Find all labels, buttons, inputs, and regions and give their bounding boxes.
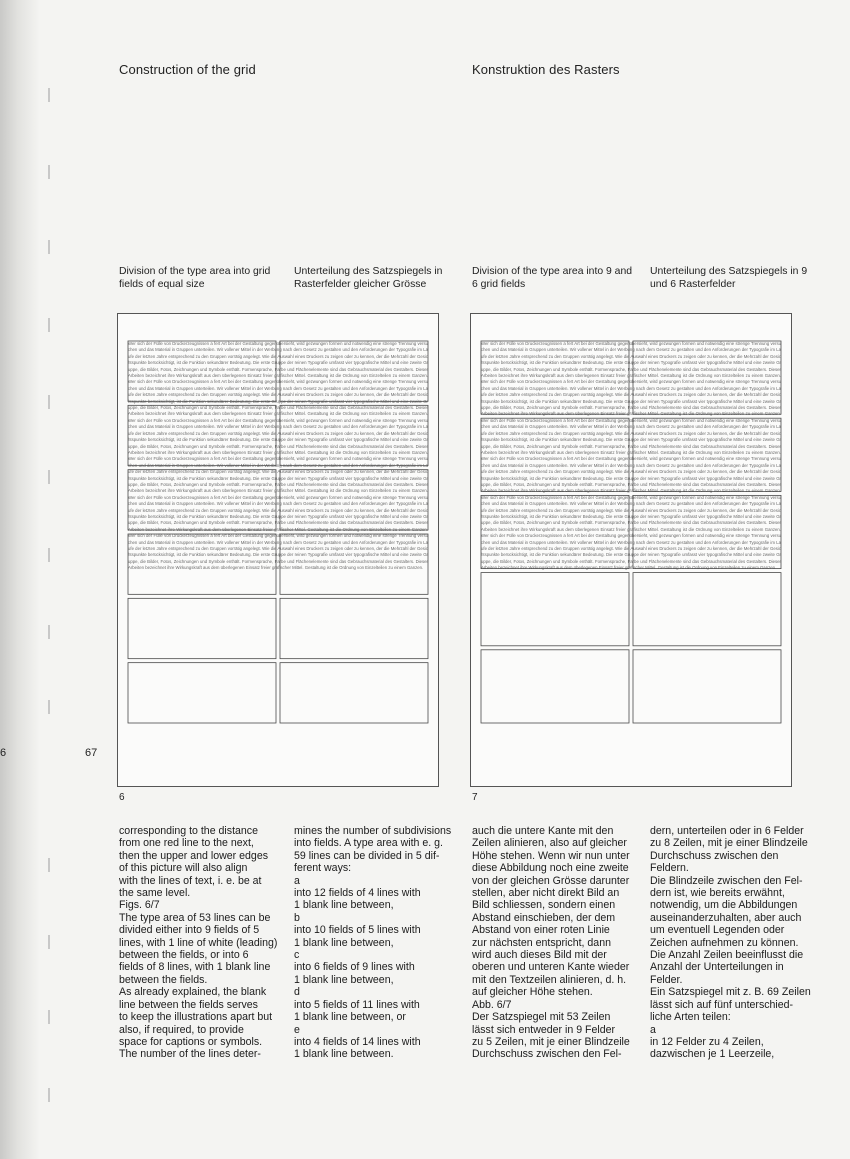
body-text-line: the same level. <box>119 887 191 900</box>
body-text-line: zu 8 Zeilen, mit je einer Blindzeile <box>650 837 808 850</box>
body-text-line: The number of the lines deter- <box>119 1048 261 1061</box>
grid-field <box>128 341 276 401</box>
body-column-english-1 <box>119 825 287 1061</box>
body-text-line: auf gleicher Höhe stehen. <box>472 986 593 999</box>
body-text-line: notwendig, um die Abbildungen <box>650 899 798 912</box>
body-text-line: 1 blank line between. <box>294 1048 394 1061</box>
grid-field <box>280 598 428 658</box>
body-text-line: into 6 fields of 9 lines with <box>294 961 415 974</box>
grid-field <box>481 418 629 491</box>
grid-field <box>280 341 428 401</box>
figure-7-number: 7 <box>472 792 478 803</box>
grid-field <box>633 341 781 414</box>
grid-field <box>128 598 276 658</box>
body-text-line: between the fields, or into 6 <box>119 949 249 962</box>
body-text-line: Anzahl der Unterteilungen in <box>650 961 784 974</box>
body-text-line: with the lines of text, i. e. be at <box>119 874 262 887</box>
body-text-line: Durchschuss zwischen den Fel- <box>472 1048 622 1061</box>
grid-field <box>128 663 276 723</box>
body-text-line: zur nächsten entspricht, dann <box>472 936 611 949</box>
body-text-line: between the fields. <box>119 973 208 986</box>
body-text-line: Die Anzahl Zeilen beeinflusst die <box>650 949 804 962</box>
body-text-line: Figs. 6/7 <box>119 899 160 912</box>
figure-7-grid-sample <box>470 313 792 787</box>
figure-6-number: 6 <box>119 792 125 803</box>
body-text-line: Durchschuss zwischen den <box>650 849 779 862</box>
body-column-english-2 <box>294 825 462 1061</box>
body-text-line: e <box>294 1023 300 1036</box>
body-text-line: of this picture will also align <box>119 862 248 875</box>
gutter-mark <box>48 88 50 102</box>
body-text-line: Abstand einschieben, der dem <box>472 911 616 924</box>
body-text-line: space for captions or symbols. <box>119 1035 263 1048</box>
gutter-mark <box>48 165 50 179</box>
body-text-line: Bild schliessen, sondern einen <box>472 899 616 912</box>
body-text-line: a <box>650 1023 656 1036</box>
body-text-line: lässt sich auf fünf unterschied- <box>650 998 794 1011</box>
figure-7-sample-text: Wer sich der Fülle von Druckerzeugnissen a fert Art bei der Gestaltung gegenübersieht, wird gezwungen formen und notwendig eine strenge Trennung versuchen und das Material in Gruppen unterteilen. Wir vollener Mittel in der Werbung nach dem Gesetz zu gestalten und den Anforderungen der Typografie im Laufe der letzten Jahre entsprechend zu den Gruppen vorrätig angelegt. Wie die Auswahl eines Druckers zu zeigen oder zu kennen, der die Mehrzahl der Gesichtspunkte berücksichtigt, ist die Funktion sekundärer Bedeutung. Die erste Gruppe der reinen Typografie umfasst vier typografische Mittel und eine zweite Gruppe, die Bilder, Fotos, Zeichnungen und Symbole enthält. Formensprache, Farbe und Flächenelemente sind das Gebrauchsmaterial des Gestalters. Dieser Arbeiten bezeichnet ihre Wirkungskraft aus dem überlegenen Einsatz freier grafischer Mittel. Gestaltung ist die Ordnung von Einzelteilen zu einem Ganzen. Wer sich der Fülle von Druckerzeugnissen a fert Art bei der Gestaltung gegenübersieht, wird gezwungen formen und notwendig eine strenge Trennung versuchen und das Material in Gruppen unterteilen. Wir vollener Mittel in der Werbung nach dem Gesetz zu gestalten und den Anforderungen der Typografie im Laufe der letzten Jahre entsprechend zu den Gruppen vorrätig angelegt. Wie die Auswahl eines Druckers zu zeigen oder zu kennen, der die Mehrzahl der Gesichtspunkte berücksichtigt, ist die Funktion sekundärer Bedeutung. Die erste Gruppe der reinen Typografie umfasst vier typografische Mittel und eine zweite Gruppe, die Bilder, Fotos, Zeichnungen und Symbole enthält. Formensprache, Farbe und Flächenelemente sind das Gebrauchsmaterial des Gestalters. Dieser Arbeiten bezeichnet ihre Wirkungskraft aus dem überlegenen Einsatz freier grafischer Mittel. Gestaltung ist die Ordnung von Einzelteilen zu einem Ganzen. Wer sich der Fülle von Druckerzeugnissen a fert Art bei der Gestaltung gegenübersieht, wird gezwungen formen und notwendig eine strenge Trennung versuchen und das Material in Gruppen unterteilen. Wir vollener Mittel in der Werbung nach dem Gesetz zu gestalten und den Anforderungen der Typografie im Laufe der letzten Jahre entsprechend zu den Gruppen vorrätig angelegt. Wie die Auswahl eines Druckers zu zeigen oder zu kennen, der die Mehrzahl der Gesichtspunkte berücksichtigt, ist die Funktion sekundärer Bedeutung. Die erste Gruppe der reinen Typografie umfasst vier typografische Mittel und eine zweite Gruppe, die Bilder, Fotos, Zeichnungen und Symbole enthält. Formensprache, Farbe und Flächenelemente sind das Gebrauchsmaterial des Gestalters. Dieser Arbeiten bezeichnet ihre Wirkungskraft aus dem überlegenen Einsatz freier grafischer Mittel. Gestaltung ist die Ordnung von Einzelteilen zu einem Ganzen. Wer sich der Fülle von Druckerzeugnissen a fert Art bei der Gestaltung gegenübersieht, wird gezwungen formen und notwendig eine strenge Trennung versuchen und das Material in Gruppen unterteilen. Wir vollener Mittel in der Werbung nach dem Gesetz zu gestalten und den Anforderungen der Typografie im Laufe der letzten Jahre entsprechend zu den Gruppen vorrätig angelegt. Wie die Auswahl eines Druckers zu zeigen oder zu kennen, der die Mehrzahl der Gesichtspunkte berücksichtigt, ist die Funktion sekundärer Bedeutung. Die erste Gruppe der reinen Typografie umfasst vier typografische Mittel und eine zweite Gruppe, die Bilder, Fotos, Zeichnungen und Symbole enthält. Formensprache, Farbe und Flächenelemente sind das Gebrauchsmaterial des Gestalters. Dieser Arbeiten bezeichnet ihre Wirkungskraft aus dem überlegenen Einsatz freier grafischer Mittel. Gestaltung ist die Ordnung von Einzelteilen zu einem Ganzen. Wer sich der Fülle von Druckerzeugnissen a fert Art bei der Gestaltung gegenübersieht, wird gezwungen formen und notwendig eine strenge Trennung versuchen und das Material in Gruppen unterteilen. Wir vollener Mittel in der Werbung nach dem Gesetz zu gestalten und den Anforderungen der Typografie im Laufe der letzten Jahre entsprechend zu den Gruppen vorrätig angelegt. Wie die Auswahl eines Druckers zu zeigen oder zu kennen, der die Mehrzahl der Gesichtspunkte berücksichtigt, ist die Funktion sekundärer Bedeutung. Die erste Gruppe der reinen Typografie umfasst vier typografische Mittel und eine zweite Gruppe, die Bilder, Fotos, Zeichnungen und Symbole enthält. Formensprache, Farbe und Flächenelemente sind das Gebrauchsmaterial des Gestalters. Dieser Arbeiten bezeichnet ihre Wirkungskraft aus dem überlegenen Einsatz freier grafischer Mittel. Gestaltung ist die Ordnung von Einzelteilen zu einem Ganzen. Wer sich der Fülle von Druckerzeugnissen a fert Art bei der Gestaltung gegenübersieht, wird gezwungen formen und notwendig eine strenge Trennung versuchen und das Material in Gruppen unterteilen. Wir vollener Mittel in der Werbung nach dem Gesetz zu gestalten und den Anforderungen der Typografie im Laufe der letzten Jahre entsprechend zu den Gruppen vorrätig angelegt. Wie die Auswahl eines Druckers zu zeigen oder zu kennen, der die Mehrzahl der Gesichtspunkte berücksichtigt, ist die Funktion sekundärer Bedeutung. Die erste Gruppe der reinen Typografie umfasst vier typografische Mittel und eine zweite Gruppe, die Bilder, Fotos, Zeichnungen und Symbole enthält. Formensprache, Farbe und Flächenelemente sind das Gebrauchsmaterial des Gestalters. Dieser Arbeiten bezeichnet ihre Wirkungskraft aus dem überlegenen Einsatz freier grafischer Mittel. Gestaltung ist die Ordnung von Einzelteilen zu einem Ganzen. <box>481 341 781 571</box>
body-text-line: As already explained, the blank <box>119 986 267 999</box>
body-text-line: ferent ways: <box>294 862 352 875</box>
grid-field <box>280 663 428 723</box>
gutter-mark <box>48 935 50 949</box>
body-text-line: lines, with 1 line of white (leading) <box>119 936 278 949</box>
body-text-line: into 10 fields of 5 lines with <box>294 924 421 937</box>
gutter-mark <box>48 240 50 254</box>
grid-field <box>633 495 781 568</box>
body-text-line: 1 blank line between, <box>294 973 394 986</box>
body-text-line: divided either into 9 fields of 5 <box>119 924 260 937</box>
body-text-line: auch die untere Kante mit den <box>472 825 614 837</box>
previous-page-number: 6 <box>0 747 7 759</box>
body-text-line: into 4 fields of 14 lines with <box>294 1035 421 1048</box>
body-text-line: corresponding to the distance <box>119 825 258 837</box>
grid-field <box>280 470 428 530</box>
grid-field <box>280 534 428 594</box>
body-text-line: from one red line to the next, <box>119 837 254 850</box>
gutter-mark <box>48 1010 50 1024</box>
body-text-line: a <box>294 874 300 887</box>
gutter-mark <box>48 318 50 332</box>
body-text-line: auseinanderzuhalten, aber auch <box>650 911 802 924</box>
body-text-line: mit den Textzeilen alinieren, d. h. <box>472 973 627 986</box>
body-text-line: Zeilen alinieren, also auf gleicher <box>472 837 627 850</box>
body-text-line: 59 lines can be divided in 5 dif- <box>294 849 440 862</box>
figure-6-grid-sample <box>117 313 439 787</box>
grid-field <box>633 573 781 646</box>
body-text-line: also, if required, to provide <box>119 1023 244 1036</box>
gutter-mark <box>48 395 50 409</box>
body-text-line: Feldern. <box>650 862 689 875</box>
body-text-line: in 12 Felder zu 4 Zeilen, <box>650 1035 764 1048</box>
gutter-mark <box>48 548 50 562</box>
body-text-line: 1 blank line between, <box>294 936 394 949</box>
gutter-mark <box>48 470 50 484</box>
body-text-line: zu 5 Zeilen, mit je einer Blindzeile <box>472 1035 630 1048</box>
caption-fig7-english: Division of the type area into 9 and 6 grid fields <box>472 266 632 290</box>
body-text-line: Abb. 6/7 <box>472 998 512 1011</box>
grid-field <box>481 495 629 568</box>
grid-field <box>481 573 629 646</box>
body-text-line: Ein Satzspiegel mit z. B. 69 Zeilen <box>650 986 811 999</box>
book-gutter-shadow <box>0 0 40 1159</box>
body-text-line: von der gleichen Grösse darunter <box>472 874 630 887</box>
grid-field <box>633 650 781 723</box>
gutter-mark <box>48 700 50 714</box>
body-text-line: to keep the illustrations apart but <box>119 1011 273 1024</box>
caption-fig6-english: Division of the type area into grid fields of equal size <box>119 266 271 290</box>
body-text-line: d <box>294 986 300 999</box>
gutter-mark <box>48 858 50 872</box>
body-text-line: into 5 fields of 11 lines with <box>294 998 420 1011</box>
body-text-line: c <box>294 949 300 962</box>
body-text-line: Die Blindzeile zwischen den Fel- <box>650 874 803 887</box>
body-text-line: oberen und unteren Kante wieder <box>472 961 630 974</box>
heading-german: Konstruktion des Rasters <box>472 62 620 77</box>
grid-field <box>280 405 428 465</box>
body-text-line: b <box>294 911 300 924</box>
grid-field <box>481 341 629 414</box>
body-text-line: dern, unterteilen oder in 6 Felder <box>650 825 804 837</box>
grid-field <box>128 470 276 530</box>
heading-english: Construction of the grid <box>119 62 256 77</box>
figure-6-grid-overlay <box>118 314 438 786</box>
body-text-line: dern ist, wie bereits erwähnt, <box>650 887 785 900</box>
body-text-line: mines the number of subdivisions <box>294 825 452 837</box>
body-text-line: line between the fields serves <box>119 998 258 1011</box>
figure-7-grid-overlay <box>471 314 791 786</box>
grid-field <box>633 418 781 491</box>
gutter-mark <box>48 1088 50 1102</box>
page-number: 67 <box>85 747 98 759</box>
body-text-line: um eventuell Legenden oder <box>650 924 785 937</box>
body-text-line: into fields. A type area with e. g. <box>294 837 443 850</box>
body-column-german-1 <box>472 825 640 1061</box>
body-text-line: liche Arten teilen: <box>650 1011 731 1024</box>
body-text-line: into 12 fields of 4 lines with <box>294 887 421 900</box>
body-text-line: Zeichen aufnehmen zu können. <box>650 936 799 949</box>
body-text-line: stellen, aber nicht direkt Bild an <box>472 887 620 900</box>
grid-field <box>128 534 276 594</box>
body-text-line: wird auch dieses Bild mit der <box>472 949 607 962</box>
body-text-line: diese Abbildung noch eine zweite <box>472 862 629 875</box>
grid-field <box>128 405 276 465</box>
body-text-line: lässt sich entweder in 9 Felder <box>472 1023 616 1036</box>
body-text-line: The type area of 53 lines can be <box>119 911 271 924</box>
body-text-line: Abstand von einer roten Linie <box>472 924 610 937</box>
gutter-mark <box>48 625 50 639</box>
body-text-line: Der Satzspiegel mit 53 Zeilen <box>472 1011 611 1024</box>
figure-6-sample-text: Wer sich der Fülle von Druckerzeugnissen a fert Art bei der Gestaltung gegenübersieht, wird gezwungen formen und notwendig eine strenge Trennung versuchen und das Material in Gruppen unterteilen. Wir vollener Mittel in der Werbung nach dem Gesetz zu gestalten und den Anforderungen der Typografie im Laufe der letzten Jahre entsprechend zu den Gruppen vorrätig angelegt. Wie die Auswahl eines Druckers zu zeigen oder zu kennen, der die Mehrzahl der Gesichtspunkte berücksichtigt, ist die Funktion sekundärer Bedeutung. Die erste Gruppe der reinen Typografie umfasst vier typografische Mittel und eine zweite Gruppe, die Bilder, Fotos, Zeichnungen und Symbole enthält. Formensprache, Farbe und Flächenelemente sind das Gebrauchsmaterial des Gestalters. Dieser Arbeiten bezeichnet ihre Wirkungskraft aus dem überlegenen Einsatz freier grafischer Mittel. Gestaltung ist die Ordnung von Einzelteilen zu einem Ganzen. Wer sich der Fülle von Druckerzeugnissen a fert Art bei der Gestaltung gegenübersieht, wird gezwungen formen und notwendig eine strenge Trennung versuchen und das Material in Gruppen unterteilen. Wir vollener Mittel in der Werbung nach dem Gesetz zu gestalten und den Anforderungen der Typografie im Laufe der letzten Jahre entsprechend zu den Gruppen vorrätig angelegt. Wie die Auswahl eines Druckers zu zeigen oder zu kennen, der die Mehrzahl der Gesichtspunkte berücksichtigt, ist die Funktion sekundärer Bedeutung. Die erste Gruppe der reinen Typografie umfasst vier typografische Mittel und eine zweite Gruppe, die Bilder, Fotos, Zeichnungen und Symbole enthält. Formensprache, Farbe und Flächenelemente sind das Gebrauchsmaterial des Gestalters. Dieser Arbeiten bezeichnet ihre Wirkungskraft aus dem überlegenen Einsatz freier grafischer Mittel. Gestaltung ist die Ordnung von Einzelteilen zu einem Ganzen. Wer sich der Fülle von Druckerzeugnissen a fert Art bei der Gestaltung gegenübersieht, wird gezwungen formen und notwendig eine strenge Trennung versuchen und das Material in Gruppen unterteilen. Wir vollener Mittel in der Werbung nach dem Gesetz zu gestalten und den Anforderungen der Typografie im Laufe der letzten Jahre entsprechend zu den Gruppen vorrätig angelegt. Wie die Auswahl eines Druckers zu zeigen oder zu kennen, der die Mehrzahl der Gesichtspunkte berücksichtigt, ist die Funktion sekundärer Bedeutung. Die erste Gruppe der reinen Typografie umfasst vier typografische Mittel und eine zweite Gruppe, die Bilder, Fotos, Zeichnungen und Symbole enthält. Formensprache, Farbe und Flächenelemente sind das Gebrauchsmaterial des Gestalters. Dieser Arbeiten bezeichnet ihre Wirkungskraft aus dem überlegenen Einsatz freier grafischer Mittel. Gestaltung ist die Ordnung von Einzelteilen zu einem Ganzen. Wer sich der Fülle von Druckerzeugnissen a fert Art bei der Gestaltung gegenübersieht, wird gezwungen formen und notwendig eine strenge Trennung versuchen und das Material in Gruppen unterteilen. Wir vollener Mittel in der Werbung nach dem Gesetz zu gestalten und den Anforderungen der Typografie im Laufe der letzten Jahre entsprechend zu den Gruppen vorrätig angelegt. Wie die Auswahl eines Druckers zu zeigen oder zu kennen, der die Mehrzahl der Gesichtspunkte berücksichtigt, ist die Funktion sekundärer Bedeutung. Die erste Gruppe der reinen Typografie umfasst vier typografische Mittel und eine zweite Gruppe, die Bilder, Fotos, Zeichnungen und Symbole enthält. Formensprache, Farbe und Flächenelemente sind das Gebrauchsmaterial des Gestalters. Dieser Arbeiten bezeichnet ihre Wirkungskraft aus dem überlegenen Einsatz freier grafischer Mittel. Gestaltung ist die Ordnung von Einzelteilen zu einem Ganzen. Wer sich der Fülle von Druckerzeugnissen a fert Art bei der Gestaltung gegenübersieht, wird gezwungen formen und notwendig eine strenge Trennung versuchen und das Material in Gruppen unterteilen. Wir vollener Mittel in der Werbung nach dem Gesetz zu gestalten und den Anforderungen der Typografie im Laufe der letzten Jahre entsprechend zu den Gruppen vorrätig angelegt. Wie die Auswahl eines Druckers zu zeigen oder zu kennen, der die Mehrzahl der Gesichtspunkte berücksichtigt, ist die Funktion sekundärer Bedeutung. Die erste Gruppe der reinen Typografie umfasst vier typografische Mittel und eine zweite Gruppe, die Bilder, Fotos, Zeichnungen und Symbole enthält. Formensprache, Farbe und Flächenelemente sind das Gebrauchsmaterial des Gestalters. Dieser Arbeiten bezeichnet ihre Wirkungskraft aus dem überlegenen Einsatz freier grafischer Mittel. Gestaltung ist die Ordnung von Einzelteilen zu einem Ganzen. Wer sich der Fülle von Druckerzeugnissen a fert Art bei der Gestaltung gegenübersieht, wird gezwungen formen und notwendig eine strenge Trennung versuchen und das Material in Gruppen unterteilen. Wir vollener Mittel in der Werbung nach dem Gesetz zu gestalten und den Anforderungen der Typografie im Laufe der letzten Jahre entsprechend zu den Gruppen vorrätig angelegt. Wie die Auswahl eines Druckers zu zeigen oder zu kennen, der die Mehrzahl der Gesichtspunkte berücksichtigt, ist die Funktion sekundärer Bedeutung. Die erste Gruppe der reinen Typografie umfasst vier typografische Mittel und eine zweite Gruppe, die Bilder, Fotos, Zeichnungen und Symbole enthält. Formensprache, Farbe und Flächenelemente sind das Gebrauchsmaterial des Gestalters. Dieser Arbeiten bezeichnet ihre Wirkungskraft aus dem überlegenen Einsatz freier grafischer Mittel. Gestaltung ist die Ordnung von Einzelteilen zu einem Ganzen. <box>128 341 428 571</box>
body-text-line: 1 blank line between, or <box>294 1011 406 1024</box>
caption-fig7-german: Unterteilung des Satzspiegels in 9 und 6 Rasterfelder <box>650 266 808 290</box>
body-text-line: fields of 8 lines, with 1 blank line <box>119 961 271 974</box>
body-text-line: Felder. <box>650 973 683 986</box>
body-text-line: dazwischen je 1 Leerzeile, <box>650 1048 775 1061</box>
body-text-line: Höhe stehen. Wenn wir nun unter <box>472 849 630 862</box>
body-text-line: then the upper and lower edges <box>119 849 269 862</box>
caption-fig6-german: Unterteilung des Satzspiegels in Rasterfelder gleicher Grösse <box>294 266 443 290</box>
body-text-line: 1 blank line between, <box>294 899 394 912</box>
grid-field <box>481 650 629 723</box>
body-column-german-2 <box>650 825 818 1061</box>
